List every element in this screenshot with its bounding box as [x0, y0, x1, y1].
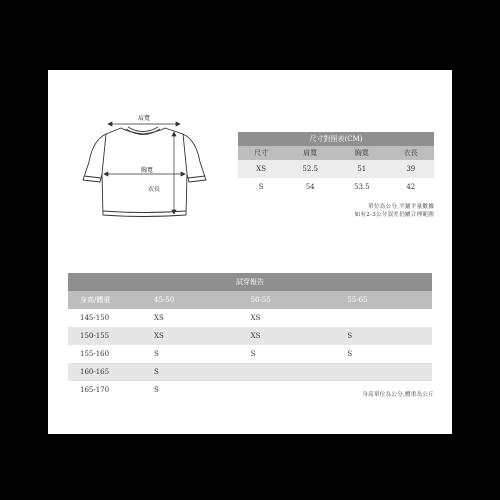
table-cell: S: [335, 327, 432, 345]
size-chart-note-1: 單位為公分,平鋪平量數據: [368, 204, 434, 210]
fit-guide-header: 45-50: [142, 291, 239, 309]
size-info-panel: [48, 70, 452, 434]
table-cell: [239, 381, 336, 399]
table-cell: XS: [239, 327, 336, 345]
table-cell: 160-165: [68, 363, 142, 381]
table-cell: S: [335, 345, 432, 363]
table-cell: 54: [284, 178, 336, 196]
size-chart-header: 尺寸: [238, 146, 284, 160]
table-cell: S: [142, 381, 239, 399]
table-cell: [335, 309, 432, 327]
table-cell: S: [239, 345, 336, 363]
table-cell: 53.5: [336, 178, 388, 196]
table-cell: [239, 363, 336, 381]
table-cell: 52.5: [284, 160, 336, 178]
table-cell: 145-150: [68, 309, 142, 327]
fit-guide-header: 50-55: [239, 291, 336, 309]
table-row: [68, 309, 432, 327]
table-cell: XS: [142, 327, 239, 345]
table-row: [238, 178, 434, 196]
table-cell: XS: [142, 309, 239, 327]
fit-guide-header: 身高/體重: [68, 291, 142, 309]
fit-guide-footer-note: 身高單位為公分,體重為公斤: [362, 392, 434, 398]
fit-guide-header: 55-65: [335, 291, 432, 309]
table-cell: 150-155: [68, 327, 142, 345]
shoulder-width-label: 肩寬: [138, 115, 151, 122]
table-cell: 42: [388, 178, 434, 196]
length-label: 衣長: [148, 186, 161, 193]
table-cell: 165-170: [68, 381, 142, 399]
size-chart-header: 衣長: [388, 146, 434, 160]
table-cell: S: [142, 345, 239, 363]
table-cell: 155-160: [68, 345, 142, 363]
size-chart-table: [238, 132, 434, 196]
table-cell: XS: [238, 160, 284, 178]
table-row: [68, 345, 432, 363]
table-cell: XS: [239, 309, 336, 327]
table-cell: 51: [336, 160, 388, 178]
table-row: [68, 363, 432, 381]
table-cell: S: [142, 363, 239, 381]
table-cell: [335, 363, 432, 381]
size-chart-header: 胸寬: [336, 146, 388, 160]
table-row: [68, 327, 432, 345]
table-cell: 39: [388, 160, 434, 178]
fit-guide-title: 試穿報告: [68, 273, 432, 291]
chest-width-label: 胸寬: [141, 167, 154, 174]
size-chart-note-2: 如有2-3公分誤差仍屬合理範圍: [354, 212, 434, 218]
table-row: [238, 160, 434, 178]
fit-guide-table: [68, 273, 432, 399]
table-cell: S: [238, 178, 284, 196]
size-chart-title: 尺寸對照表(CM): [309, 135, 363, 143]
size-chart-header: 肩寬: [284, 146, 336, 160]
